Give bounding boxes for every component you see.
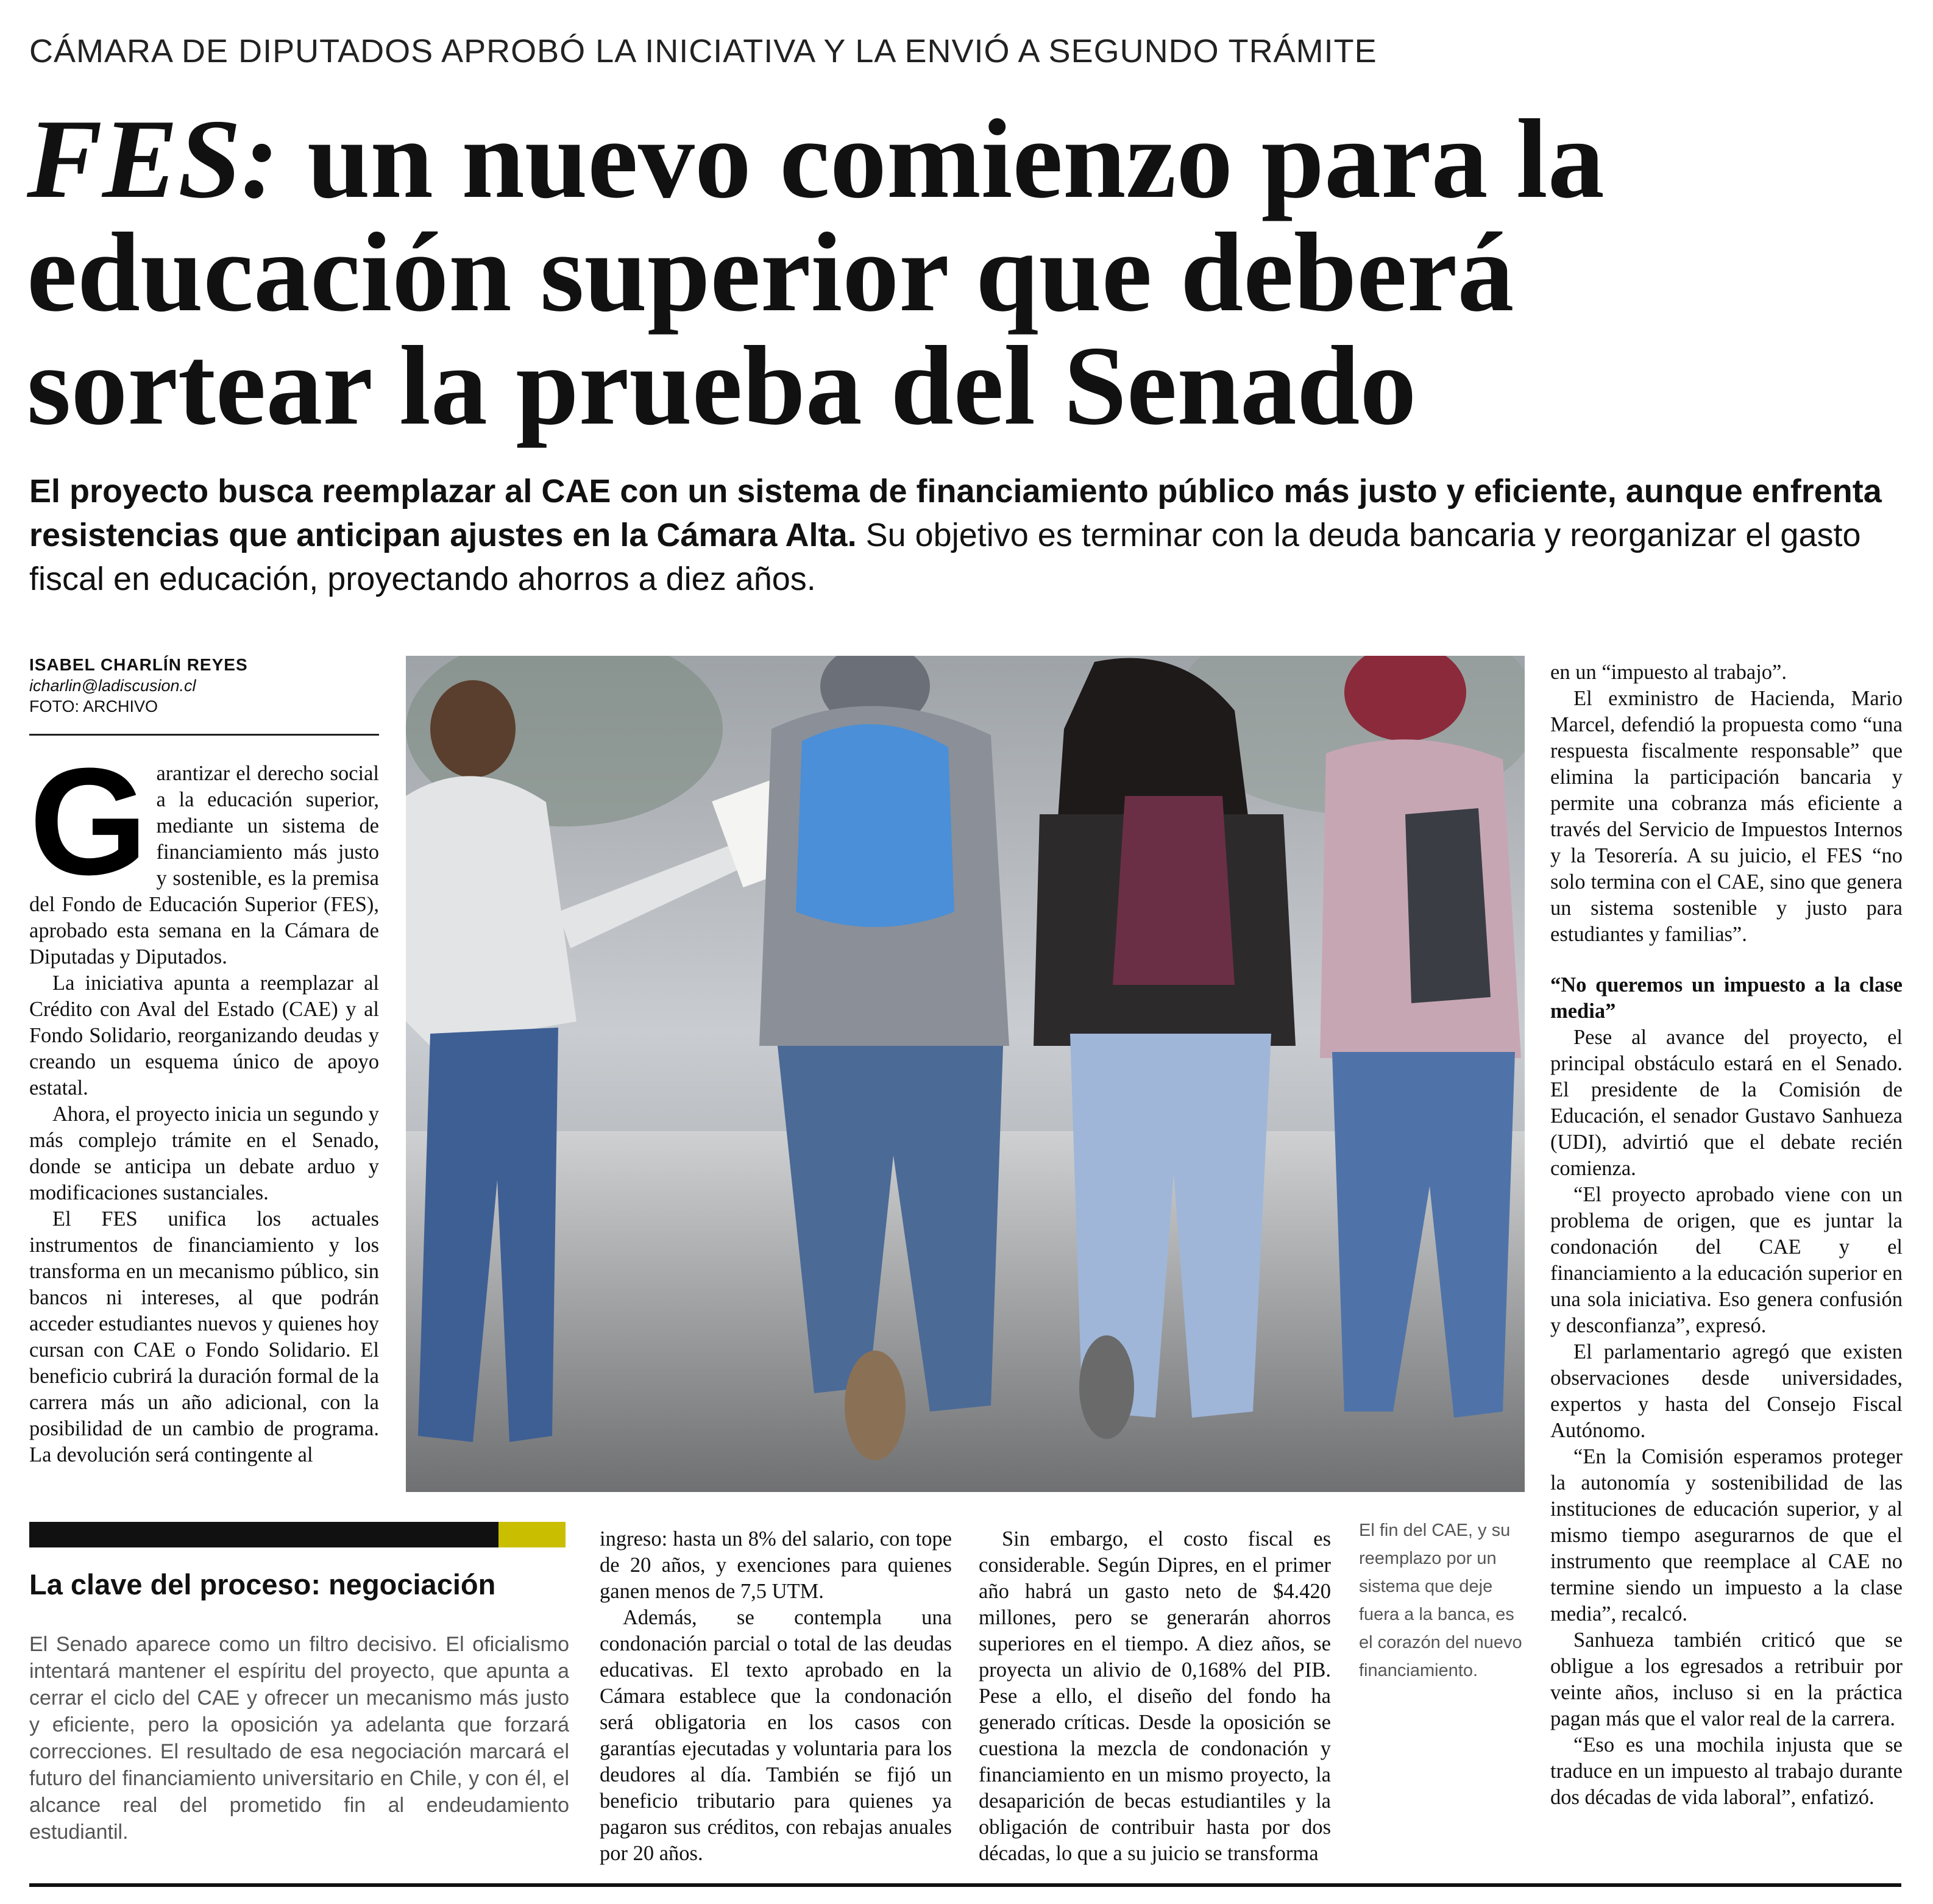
article-photo bbox=[406, 656, 1525, 1492]
photo-credit: FOTO: ARCHIVO bbox=[29, 697, 158, 716]
column-1-lead bbox=[29, 736, 379, 970]
box-accent-bar-yellow bbox=[498, 1522, 566, 1547]
byline-divider bbox=[29, 734, 379, 736]
students-walking-photo bbox=[406, 656, 1525, 1492]
column-4 bbox=[979, 1526, 1331, 1867]
column-3-lead: ingreso: hasta un 8% del salario, con tope de 20 años, y exenciones para quienes ganen menos de 7,5 UTM. bbox=[600, 1527, 952, 1603]
dropcap: G bbox=[29, 736, 148, 906]
deck-regular: Su objetivo es terminar con la deuda bancaria y reorganizar el gasto fiscal en educación, proyectando ahorros a diez años. bbox=[29, 517, 1861, 597]
column-right-paragraph: Pese al avance del proyecto, el principal obstáculo estará en el Senado. El presidente de la Comisión de Educación, el senador Gustavo Sanhueza (UDI), advirtió que el debate recién comienza. bbox=[1550, 1026, 1903, 1180]
box-title: La clave del proceso: negociación bbox=[29, 1568, 496, 1600]
box-accent-bar bbox=[29, 1522, 498, 1547]
column-1-paragraph: La iniciativa apunta a reemplazar al Crédito con Aval del Estado (CAE) y al Fondo Solidario, reorganizando deudas y creando un esquema único de apoyo estatal. bbox=[29, 972, 379, 1099]
column-right-paragraph: “El proyecto aprobado viene con un problema de origen, que es juntar la condonación del CAE y el financiamiento a la educación superior en una sola iniciativa. Eso genera confusión y desconfianza”, expresó. bbox=[1550, 1183, 1903, 1337]
byline-author: ISABEL CHARLÍN REYES bbox=[29, 655, 248, 674]
column-1 bbox=[29, 736, 379, 1468]
headline bbox=[27, 96, 1916, 449]
column-right-paragraph: El exministro de Hacienda, Mario Marcel, defendió la propuesta como “una respuesta fiscalmente responsable” que elimina la participación bancaria y permite una cobranza más eficiente a través del Servicio de Impuestos Internos y la Tesorería. A su juicio, el FES “no solo termina con el CAE, sino que genera un sistema sostenible y justo para estudiantes y familias”. bbox=[1550, 687, 1903, 946]
bottom-rule bbox=[29, 1883, 1901, 1887]
column-right bbox=[1550, 659, 1903, 1811]
byline bbox=[29, 655, 389, 717]
column-1-paragraph: Ahora, el proyecto inicia un segundo y más complejo trámite en el Senado, donde se anticipa un debate arduo y modificaciones sustanciales. bbox=[29, 1103, 379, 1204]
column-3-paragraph: Además, se contempla una condonación parcial o total de las deudas educativas. El texto aprobado en la Cámara establece que la condonación será obligatoria en los casos con garantías ejecutadas y voluntaria para los deudores al día. También se fijó un beneficio tributario para quienes ya pagaron sus créditos, con rebajas anuales por 20 años. bbox=[600, 1606, 952, 1865]
photo-caption: El fin del CAE, y su reemplazo por un sistema que deje fuera a la banca, es el corazón del nuevo financiamiento. bbox=[1359, 1521, 1522, 1680]
column-1-lead-text: arantizar el derecho social a la educación superior, mediante un sistema de financiamiento más justo y sostenible, es la premisa del Fondo de Educación Superior (FES), aprobado esta semana en la Cámara de Diputadas y Diputados. bbox=[29, 762, 379, 968]
column-right-paragraph: Sanhueza también criticó que se obligue a los egresados a retribuir por veinte años, incluso si en la práctica pagan más que el valor real de la carrera. bbox=[1550, 1629, 1903, 1730]
box-text: El Senado aparece como un filtro decisivo. El oficialismo intentará mantener el espíritu del proyecto, que apunta a cerrar el ciclo del CAE y ofrecer un mecanismo más justo y eficiente, pero la oposición ya adelanta que forzará correcciones. El resultado de esa negociación marcará el futuro del financiamiento universitario en Chile, y con él, el alcance real del prometido fin al endeudamiento estudiantil. bbox=[29, 1633, 569, 1844]
column-1-paragraph: El FES unifica los actuales instrumentos de financiamiento y los transforma en un mecanismo público, sin bancos ni intereses, al que podrán acceder estudiantes nuevos y quienes hoy cursan con CAE o Fondo Solidario. El beneficio cubrirá la duración formal de la carrera más un año adicional, con la posibilidad de un cambio de programa. La devolución será contingente al bbox=[29, 1207, 379, 1466]
column-4-paragraph: Sin embargo, el costo fiscal es considerable. Según Dipres, en el primer año habrá un gasto neto de $4.420 millones, pero se generarán ahorros superiores en el tiempo. A diez años, se proyecta un alivio de 0,168% del PIB. Pese a ello, el diseño del fondo ha generado críticas. Desde la oposición se cuestiona la mezcla de condonación y financiamiento en un mismo proyecto, la desaparición de becas estudiantiles y la obligación de contribuir hasta por dos décadas, lo que a su juicio se transforma bbox=[979, 1527, 1331, 1865]
deck-bold: El proyecto busca reemplazar al CAE con un sistema de financiamiento público más justo y eficiente, aunque enfrenta resistencias que anticipan ajustes en la Cámara Alta. bbox=[29, 473, 1882, 553]
headline-line-1 bbox=[27, 96, 1916, 222]
column-right-paragraph: “En la Comisión esperamos proteger la autonomía y sostenibilidad de las instituciones de educación superior, y al mismo tiempo asegurarnos de que el instrumento que reemplace al CAE no termine siendo un impuesto a la clase media”, recalcó. bbox=[1550, 1445, 1903, 1625]
column-right-paragraph: “Eso es una mochila injusta que se traduce en un impuesto al trabajo durante dos décadas de vida laboral”, enfatizó. bbox=[1550, 1733, 1903, 1809]
column-right-paragraph: El parlamentario agregó que existen observaciones desde universidades, expertos y hasta del Consejo Fiscal Autónomo. bbox=[1550, 1340, 1903, 1442]
column-right-lead: en un “impuesto al trabajo”. bbox=[1550, 661, 1787, 684]
kicker: CÁMARA DE DIPUTADOS APROBÓ LA INICIATIVA Y LA ENVIÓ A SEGUNDO TRÁMITE bbox=[29, 33, 1377, 69]
column-3 bbox=[600, 1526, 952, 1867]
column-right-subhead: “No queremos un impuesto a la clase media” bbox=[1550, 973, 1903, 1023]
headline-line-3: sortear la prueba del Senado bbox=[27, 323, 1417, 449]
headline-fes: FES: bbox=[27, 96, 279, 222]
headline-line-1-rest: un nuevo comienzo para la bbox=[278, 96, 1605, 222]
headline-line-2: educación superior que deberá bbox=[27, 210, 1514, 335]
deck bbox=[29, 469, 1882, 601]
byline-email: icharlin@ladiscusion.cl bbox=[29, 677, 196, 695]
